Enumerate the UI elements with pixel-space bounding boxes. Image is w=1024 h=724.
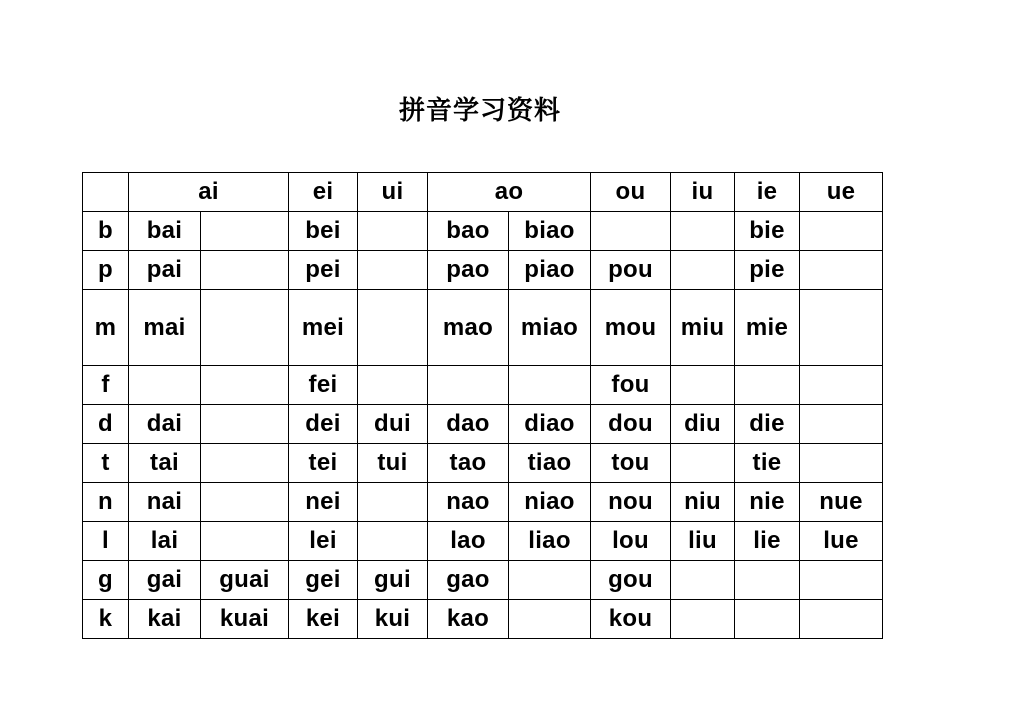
syllable-cell: mai [129,290,201,366]
document-title: 拼音学习资料 [398,96,561,126]
syllable-cell: miu [671,290,735,366]
syllable-cell: lue [800,522,883,561]
syllable-cell: bie [735,212,800,251]
syllable-cell [800,212,883,251]
syllable-cell: tui [358,444,428,483]
syllable-cell [591,212,671,251]
syllable-cell [428,366,509,405]
syllable-cell [671,251,735,290]
table-row [83,290,883,366]
syllable-cell: diao [509,405,591,444]
syllable-cell: kui [358,600,428,639]
syllable-cell: niu [671,483,735,522]
syllable-cell: tie [735,444,800,483]
final-header-cell: ue [800,173,883,212]
syllable-cell: tao [428,444,509,483]
syllable-cell: dao [428,405,509,444]
syllable-cell: mie [735,290,800,366]
syllable-cell: die [735,405,800,444]
syllable-cell: pai [129,251,201,290]
syllable-cell: kuai [201,600,289,639]
syllable-cell: kou [591,600,671,639]
syllable-cell: pei [289,251,358,290]
syllable-cell [509,366,591,405]
table-row [83,405,883,444]
pinyin-table [82,172,883,639]
syllable-cell: pie [735,251,800,290]
syllable-cell: gou [591,561,671,600]
syllable-cell: piao [509,251,591,290]
syllable-cell: mou [591,290,671,366]
syllable-cell: liao [509,522,591,561]
syllable-cell: tei [289,444,358,483]
syllable-cell: nue [800,483,883,522]
table-row [83,600,883,639]
syllable-cell [201,251,289,290]
syllable-cell: dui [358,405,428,444]
syllable-cell: dei [289,405,358,444]
syllable-cell: gei [289,561,358,600]
syllable-cell: mei [289,290,358,366]
syllable-cell: gai [129,561,201,600]
syllable-cell: fou [591,366,671,405]
syllable-cell: tiao [509,444,591,483]
syllable-cell [735,366,800,405]
syllable-cell: nou [591,483,671,522]
syllable-cell: tou [591,444,671,483]
final-header-cell: ie [735,173,800,212]
syllable-cell: pou [591,251,671,290]
syllable-cell [800,600,883,639]
syllable-cell: tai [129,444,201,483]
initial-cell: b [83,212,129,251]
pinyin-table-body [83,173,883,639]
initial-cell: n [83,483,129,522]
syllable-cell [735,561,800,600]
final-header-cell: ao [428,173,591,212]
initial-cell: p [83,251,129,290]
syllable-cell: kei [289,600,358,639]
table-row [83,444,883,483]
table-row [83,522,883,561]
syllable-cell: nei [289,483,358,522]
syllable-cell [671,561,735,600]
syllable-cell [201,522,289,561]
syllable-cell: lai [129,522,201,561]
table-row [83,212,883,251]
syllable-cell [735,600,800,639]
syllable-cell: nao [428,483,509,522]
final-header-cell: ou [591,173,671,212]
syllable-cell: nie [735,483,800,522]
syllable-cell [358,290,428,366]
syllable-cell [800,405,883,444]
syllable-cell: niao [509,483,591,522]
initial-cell: g [83,561,129,600]
syllable-cell [671,366,735,405]
syllable-cell [800,290,883,366]
syllable-cell: pao [428,251,509,290]
syllable-cell: fei [289,366,358,405]
syllable-cell: miao [509,290,591,366]
final-header-cell: ui [358,173,428,212]
syllable-cell: kai [129,600,201,639]
header-corner-cell [83,173,129,212]
syllable-cell [201,290,289,366]
syllable-cell: diu [671,405,735,444]
syllable-cell [129,366,201,405]
syllable-cell [671,600,735,639]
syllable-cell: bei [289,212,358,251]
syllable-cell: nai [129,483,201,522]
syllable-cell: lao [428,522,509,561]
syllable-cell: bao [428,212,509,251]
syllable-cell: dai [129,405,201,444]
syllable-cell [358,483,428,522]
initial-cell: t [83,444,129,483]
table-row [83,483,883,522]
syllable-cell: liu [671,522,735,561]
initial-cell: l [83,522,129,561]
syllable-cell [509,561,591,600]
syllable-cell [358,212,428,251]
syllable-cell [358,251,428,290]
syllable-cell: bai [129,212,201,251]
syllable-cell: gao [428,561,509,600]
syllable-cell: lie [735,522,800,561]
initial-cell: f [83,366,129,405]
syllable-cell: lou [591,522,671,561]
syllable-cell [201,366,289,405]
syllable-cell: dou [591,405,671,444]
syllable-cell [201,212,289,251]
syllable-cell [800,561,883,600]
syllable-cell: biao [509,212,591,251]
table-header-row [83,173,883,212]
table-row [83,561,883,600]
syllable-cell: guai [201,561,289,600]
syllable-cell [201,483,289,522]
syllable-cell [800,251,883,290]
syllable-cell [800,366,883,405]
table-row [83,366,883,405]
syllable-cell [509,600,591,639]
syllable-cell [671,212,735,251]
syllable-cell: lei [289,522,358,561]
syllable-cell: gui [358,561,428,600]
syllable-cell [201,444,289,483]
initial-cell: m [83,290,129,366]
initial-cell: d [83,405,129,444]
final-header-cell: ei [289,173,358,212]
final-header-cell: iu [671,173,735,212]
syllable-cell [358,522,428,561]
final-header-cell: ai [129,173,289,212]
syllable-cell: kao [428,600,509,639]
syllable-cell [201,405,289,444]
table-row [83,251,883,290]
initial-cell: k [83,600,129,639]
syllable-cell: mao [428,290,509,366]
syllable-cell [671,444,735,483]
syllable-cell [358,366,428,405]
syllable-cell [800,444,883,483]
